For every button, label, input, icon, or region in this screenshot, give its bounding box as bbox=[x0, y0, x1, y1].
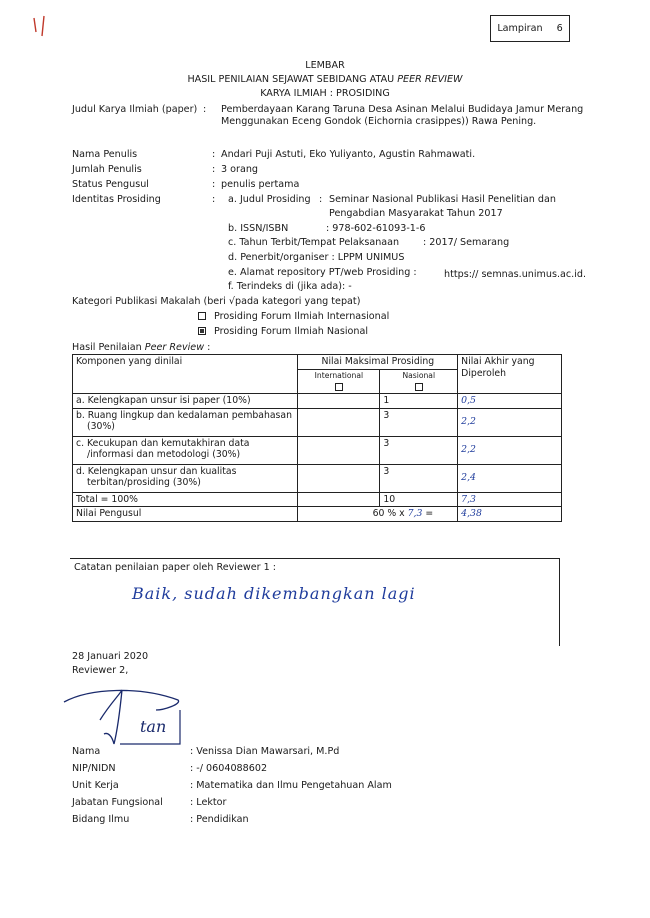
jumlah-value-wrap: : 3 orang bbox=[212, 164, 259, 175]
reviewer-label: Reviewer 2, bbox=[72, 665, 129, 676]
row-a-komponen: a. Kelengkapan unsur isi paper (10%) bbox=[73, 393, 298, 408]
pengusul-label: Nilai Pengusul bbox=[73, 507, 298, 522]
alamat-label: e. Alamat repository PT/web Prosiding : bbox=[228, 267, 417, 278]
signature-text: tan bbox=[140, 717, 167, 736]
reviewer-bidang-value: : Pendidikan bbox=[190, 814, 249, 825]
total-nasional: 10 bbox=[380, 492, 458, 507]
table-row bbox=[73, 464, 562, 492]
total-international bbox=[298, 492, 380, 507]
pengusul-eq: = bbox=[422, 508, 434, 520]
hasil-label-b: Peer Review bbox=[144, 342, 205, 353]
table-row bbox=[73, 436, 562, 464]
reviewer-nip-value: : -/ 0604088602 bbox=[190, 763, 268, 774]
tahun-value: : 2017/ Semarang bbox=[423, 237, 510, 248]
reviewer-nama-label: Nama bbox=[72, 746, 101, 757]
penilaian-table bbox=[72, 354, 562, 522]
reviewer-jabatan-value: : Lektor bbox=[190, 797, 227, 808]
judul-prosiding-label: a. Judul Prosiding bbox=[228, 194, 311, 205]
total-akhir: 7,3 bbox=[458, 492, 562, 507]
notes-handwritten: Baik, sudah dikembangkan lagi bbox=[132, 584, 416, 603]
reviewer-unit-row bbox=[72, 780, 472, 792]
judul-prosiding-value-1: Seminar Nasional Publikasi Hasil Penelitian dan bbox=[329, 194, 556, 205]
row-d-komponen: d. Kelengkapan unsur dan kualitas terbitan/prosiding (30%) bbox=[73, 464, 298, 492]
pengusul-formula-cell bbox=[298, 507, 458, 522]
header-international-label: International bbox=[314, 370, 364, 380]
hasil-label-a: Hasil Penilaian bbox=[72, 342, 145, 353]
row-b-komponen: b. Ruang lingkup dan kedalaman pembahasan (30%) bbox=[73, 408, 298, 436]
judul-value-wrap: : Pemberdayaan Karang Taruna Desa Asinan Melalui Budidaya Jamur Merang Menggunakan Eceng Gondok (Eichornia crasippes)) Rawa Pening. bbox=[203, 104, 584, 127]
lampiran-label: Lampiran bbox=[497, 22, 543, 34]
hasil-label-c: : bbox=[204, 342, 211, 353]
status-label: Status Pengusul bbox=[72, 179, 149, 190]
identitas-colon: : bbox=[212, 194, 216, 205]
reviewer-jabatan-label: Jabatan Fungsional bbox=[72, 797, 163, 808]
scan-mark bbox=[28, 14, 58, 44]
row-b-nasional: 3 bbox=[380, 408, 458, 436]
row-b-akhir: 2,2 bbox=[458, 408, 562, 436]
alamat-value: https:// semnas.unimus.ac.id. bbox=[444, 269, 586, 280]
notes-label: Catatan penilaian paper oleh Reviewer 1 : bbox=[74, 562, 276, 573]
judul-value: Pemberdayaan Karang Taruna Desa Asinan Melalui Budidaya Jamur Merang Menggunakan Eceng Gondok (Eichornia crasippes)) Rawa Pening. bbox=[221, 104, 584, 127]
header-komponen: Komponen yang dinilai bbox=[73, 355, 298, 394]
kategori-option-1-label: Prosiding Forum Ilmiah Internasional bbox=[214, 311, 390, 322]
row-c-nasional: 3 bbox=[380, 436, 458, 464]
header-nilai-akhir: Nilai Akhir yang Diperoleh bbox=[458, 355, 562, 394]
reviewer-unit-label: Unit Kerja bbox=[72, 780, 119, 791]
heading-line-2-a: HASIL PENILAIAN SEJAWAT SEBIDANG ATAU bbox=[187, 74, 398, 85]
judul-prosiding-value-2: Pengabdian Masyarakat Tahun 2017 bbox=[329, 208, 503, 219]
penulis-label: Nama Penulis bbox=[72, 149, 138, 160]
heading-line-3: KARYA ILMIAH : PROSIDING bbox=[260, 88, 390, 99]
row-d-nasional: 3 bbox=[380, 464, 458, 492]
table-total-row bbox=[73, 492, 562, 507]
heading-line-2-b: PEER REVIEW bbox=[397, 74, 463, 85]
kategori-option-2[interactable] bbox=[198, 326, 368, 338]
checkbox-nasional[interactable] bbox=[198, 327, 206, 335]
checkbox-col-international[interactable] bbox=[335, 383, 343, 391]
row-c-akhir: 2,2 bbox=[458, 436, 562, 464]
row-c-international bbox=[298, 436, 380, 464]
row-b-international bbox=[298, 408, 380, 436]
header-nasional bbox=[380, 369, 458, 393]
reviewer-unit-value: : Matematika dan Ilmu Pengetahuan Alam bbox=[190, 780, 392, 791]
identitas-label: Identitas Prosiding bbox=[72, 194, 161, 205]
reviewer-bidang-label: Bidang Ilmu bbox=[72, 814, 130, 825]
pengusul-akhir: 4,38 bbox=[458, 507, 562, 522]
reviewer-nip-row bbox=[72, 763, 472, 775]
jumlah-value: 3 orang bbox=[221, 164, 259, 175]
reviewer-jabatan-row bbox=[72, 797, 472, 809]
table-header-row bbox=[73, 355, 562, 370]
status-row bbox=[72, 179, 612, 191]
pengusul-handwritten: 7,3 bbox=[407, 508, 423, 520]
lampiran-number: 6 bbox=[556, 22, 563, 34]
date: 28 Januari 2020 bbox=[72, 651, 149, 662]
issn-label: b. ISSN/ISBN bbox=[228, 223, 289, 234]
kategori-option-2-label: Prosiding Forum Ilmiah Nasional bbox=[214, 326, 369, 337]
penulis-row bbox=[72, 149, 612, 161]
row-d-akhir: 2,4 bbox=[458, 464, 562, 492]
heading-line-2 bbox=[0, 74, 650, 86]
judul-prosiding-colon: : bbox=[319, 194, 323, 205]
row-a-akhir: 0,5 bbox=[458, 393, 562, 408]
row-a-international bbox=[298, 393, 380, 408]
checkbox-internasional[interactable] bbox=[198, 312, 206, 320]
table-row bbox=[73, 393, 562, 408]
reviewer-nama-value: : Venissa Dian Mawarsari, M.Pd bbox=[190, 746, 340, 757]
judul-label: Judul Karya Ilmiah (paper) bbox=[72, 104, 198, 115]
status-value: penulis pertama bbox=[221, 179, 300, 190]
issn-value: : 978-602-61093-1-6 bbox=[326, 223, 426, 234]
penulis-value-wrap: : Andari Puji Astuti, Eko Yuliyanto, Agustin Rahmawati. bbox=[212, 149, 476, 160]
total-label: Total = 100% bbox=[73, 492, 298, 507]
penerbit-text: d. Penerbit/organiser : LPPM UNIMUS bbox=[228, 252, 405, 263]
signature bbox=[60, 680, 200, 748]
penulis-value: Andari Puji Astuti, Eko Yuliyanto, Agustin Rahmawati. bbox=[221, 149, 476, 160]
status-value-wrap: : penulis pertama bbox=[212, 179, 300, 190]
reviewer-bidang-row bbox=[72, 814, 472, 826]
checkbox-col-nasional[interactable] bbox=[415, 383, 423, 391]
header-international bbox=[298, 369, 380, 393]
table-pengusul-row bbox=[73, 507, 562, 522]
reviewer-nip-label: NIP/NIDN bbox=[72, 763, 116, 774]
reviewer-nama-row bbox=[72, 746, 472, 758]
pengusul-formula: 60 % x bbox=[372, 508, 408, 520]
lampiran-box bbox=[490, 15, 570, 42]
hasil-label bbox=[72, 342, 210, 354]
judul-row bbox=[72, 104, 612, 128]
tahun-label: c. Tahun Terbit/Tempat Pelaksanaan bbox=[228, 237, 400, 248]
jumlah-row bbox=[72, 164, 612, 176]
terindeks-text: f. Terindeks di (jika ada): - bbox=[228, 281, 352, 292]
kategori-option-1[interactable] bbox=[198, 311, 389, 323]
row-a-nasional: 1 bbox=[380, 393, 458, 408]
header-nilai-maksimal: Nilai Maksimal Prosiding bbox=[298, 355, 458, 370]
jumlah-label: Jumlah Penulis bbox=[72, 164, 142, 175]
heading-line-1: LEMBAR bbox=[305, 60, 345, 71]
row-c-komponen: c. Kecukupan dan kemutakhiran data /informasi dan metodologi (30%) bbox=[73, 436, 298, 464]
header-nasional-label: Nasional bbox=[402, 370, 436, 380]
kategori-label: Kategori Publikasi Makalah (beri √pada kategori yang tepat) bbox=[72, 296, 361, 307]
table-row bbox=[73, 408, 562, 436]
row-d-international bbox=[298, 464, 380, 492]
